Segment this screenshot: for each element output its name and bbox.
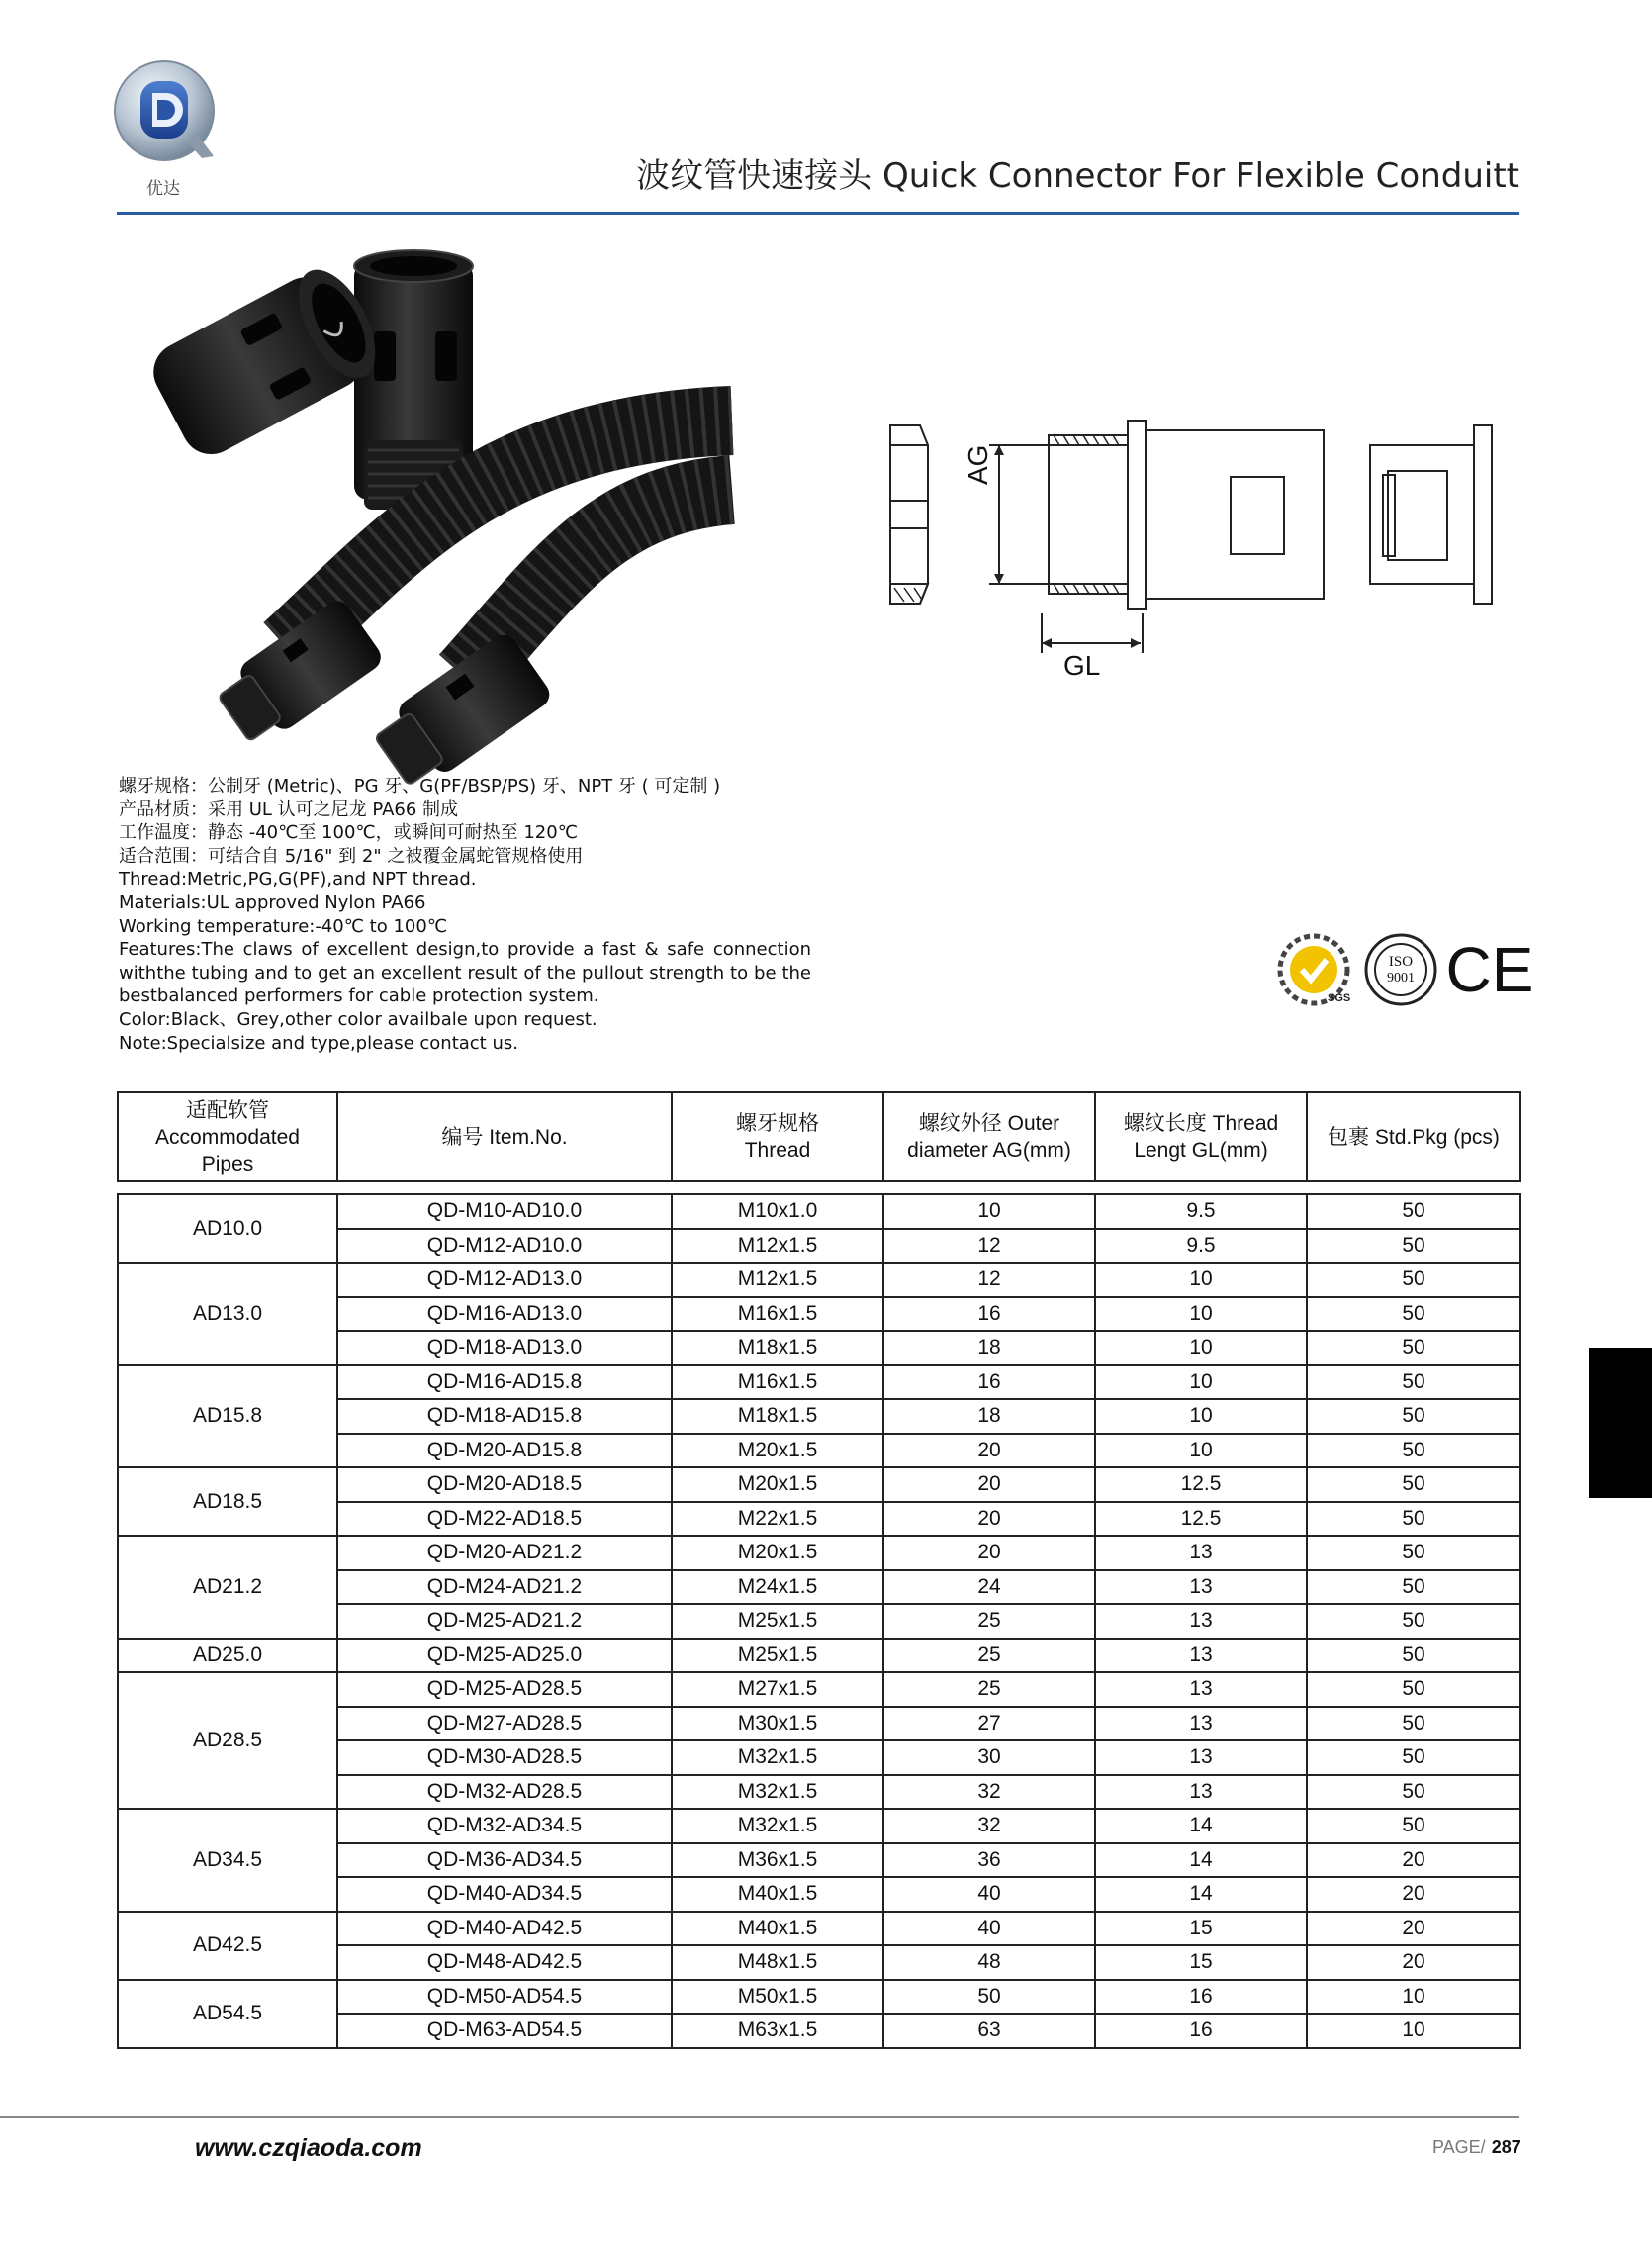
header-divider — [117, 212, 1519, 215]
thread-length-cell: 13 — [1095, 1604, 1307, 1639]
page-title: 波纹管快速接头 Quick Connector For Flexible Conduitt — [636, 156, 1519, 196]
pipe-cell: AD18.5 — [118, 1467, 337, 1536]
outer-diameter-cell: 25 — [883, 1604, 1095, 1639]
spec-line: Working temperature:-40℃ to 100℃ — [119, 915, 448, 937]
thread-length-cell: 13 — [1095, 1639, 1307, 1673]
spec-line: Thread:Metric,PG,G(PF),and NPT thread. — [119, 869, 477, 891]
thread-length-cell: 9.5 — [1095, 1229, 1307, 1264]
pipe-cell: AD13.0 — [118, 1263, 337, 1365]
table-row — [118, 1980, 1520, 2015]
std-pkg-cell: 50 — [1307, 1570, 1520, 1605]
table-row — [118, 1912, 1520, 1946]
thread-cell: M18x1.5 — [672, 1399, 883, 1434]
std-pkg-cell: 50 — [1307, 1229, 1520, 1264]
std-pkg-cell: 50 — [1307, 1297, 1520, 1332]
spec-features: Features:The claws of excellent design,to provide a fast & safe connection withthe tubing and to get an excellent result of the pullout strength to be the bestbalanced performers for cable protection system. — [119, 939, 811, 1007]
thread-length-cell: 15 — [1095, 1945, 1307, 1980]
pipe-cell: AD34.5 — [118, 1809, 337, 1912]
iso-9001-icon — [1366, 935, 1435, 1004]
thread-cell: M25x1.5 — [672, 1639, 883, 1673]
spec-line: 适合范围：可结合自 5/16" 到 2" 之被覆金属蛇管规格使用 — [119, 845, 584, 867]
header-thread: 螺牙规格 Thread — [672, 1092, 883, 1181]
page-number-value: 287 — [1491, 2137, 1521, 2157]
std-pkg-cell: 50 — [1307, 1775, 1520, 1810]
section-tab — [1589, 1348, 1652, 1498]
thread-length-cell: 13 — [1095, 1570, 1307, 1605]
outer-diameter-cell: 12 — [883, 1229, 1095, 1264]
ag-label: AG — [963, 444, 993, 485]
spec-table — [117, 1091, 1521, 2049]
std-pkg-cell: 50 — [1307, 1467, 1520, 1502]
page-number — [1432, 2137, 1521, 2158]
thread-cell: M10x1.0 — [672, 1194, 883, 1229]
thread-cell: M25x1.5 — [672, 1604, 883, 1639]
thread-length-cell: 13 — [1095, 1740, 1307, 1775]
item-cell: QD-M24-AD21.2 — [337, 1570, 672, 1605]
thread-length-cell: 10 — [1095, 1331, 1307, 1365]
thread-cell: M63x1.5 — [672, 2014, 883, 2048]
thread-length-cell: 10 — [1095, 1297, 1307, 1332]
item-cell: QD-M32-AD34.5 — [337, 1809, 672, 1843]
thread-cell: M12x1.5 — [672, 1263, 883, 1297]
thread-length-cell: 14 — [1095, 1843, 1307, 1878]
outer-diameter-cell: 63 — [883, 2014, 1095, 2048]
outer-diameter-cell: 40 — [883, 1912, 1095, 1946]
item-cell: QD-M25-AD28.5 — [337, 1672, 672, 1707]
thread-length-cell: 12.5 — [1095, 1502, 1307, 1537]
item-cell: QD-M20-AD15.8 — [337, 1434, 672, 1468]
item-cell: QD-M48-AD42.5 — [337, 1945, 672, 1980]
table-row — [118, 1809, 1520, 1843]
company-logo — [111, 57, 222, 199]
item-cell: QD-M20-AD21.2 — [337, 1536, 672, 1570]
header-std-pkg: 包裹 Std.Pkg (pcs) — [1307, 1092, 1520, 1181]
item-cell: QD-M16-AD13.0 — [337, 1297, 672, 1332]
outer-diameter-cell: 18 — [883, 1399, 1095, 1434]
std-pkg-cell: 50 — [1307, 1604, 1520, 1639]
item-cell: QD-M12-AD10.0 — [337, 1229, 672, 1264]
std-pkg-cell: 50 — [1307, 1263, 1520, 1297]
thread-cell: M36x1.5 — [672, 1843, 883, 1878]
outer-diameter-cell: 20 — [883, 1434, 1095, 1468]
thread-cell: M18x1.5 — [672, 1331, 883, 1365]
item-cell: QD-M10-AD10.0 — [337, 1194, 672, 1229]
thread-cell: M16x1.5 — [672, 1365, 883, 1400]
outer-diameter-cell: 25 — [883, 1672, 1095, 1707]
item-cell: QD-M36-AD34.5 — [337, 1843, 672, 1878]
thread-length-cell: 10 — [1095, 1365, 1307, 1400]
spec-note: Note:Specialsize and type,please contact us. — [119, 1032, 518, 1054]
pipe-cell: AD42.5 — [118, 1912, 337, 1980]
item-cell: QD-M25-AD21.2 — [337, 1604, 672, 1639]
outer-diameter-cell: 27 — [883, 1707, 1095, 1741]
std-pkg-cell: 20 — [1307, 1945, 1520, 1980]
thread-cell: M20x1.5 — [672, 1434, 883, 1468]
iso-number: 9001 — [1387, 971, 1415, 985]
outer-diameter-cell: 18 — [883, 1331, 1095, 1365]
outer-diameter-cell: 32 — [883, 1809, 1095, 1843]
outer-diameter-cell: 36 — [883, 1843, 1095, 1878]
table-body — [118, 1194, 1520, 2048]
outer-diameter-cell: 16 — [883, 1365, 1095, 1400]
thread-length-cell: 12.5 — [1095, 1467, 1307, 1502]
outer-diameter-cell: 50 — [883, 1980, 1095, 2015]
item-cell: QD-M18-AD13.0 — [337, 1331, 672, 1365]
std-pkg-cell: 50 — [1307, 1672, 1520, 1707]
outer-diameter-cell: 20 — [883, 1467, 1095, 1502]
std-pkg-cell: 50 — [1307, 1740, 1520, 1775]
pipe-cell: AD21.2 — [118, 1536, 337, 1639]
std-pkg-cell: 50 — [1307, 1399, 1520, 1434]
pipe-cell: AD10.0 — [118, 1194, 337, 1263]
ce-mark: CE — [1445, 934, 1534, 1005]
outer-diameter-cell: 10 — [883, 1194, 1095, 1229]
table-row — [118, 1672, 1520, 1707]
thread-cell: M32x1.5 — [672, 1775, 883, 1810]
thread-cell: M32x1.5 — [672, 1740, 883, 1775]
thread-length-cell: 9.5 — [1095, 1194, 1307, 1229]
thread-length-cell: 14 — [1095, 1877, 1307, 1912]
pipe-cell: AD28.5 — [118, 1672, 337, 1809]
item-cell: QD-M40-AD34.5 — [337, 1877, 672, 1912]
spec-line: 螺牙规格：公制牙 (Metric)、PG 牙、G(PF/BSP/PS) 牙、NPT 牙 ( 可定制 ) — [119, 776, 721, 797]
thread-cell: M20x1.5 — [672, 1467, 883, 1502]
std-pkg-cell: 10 — [1307, 2014, 1520, 2048]
thread-length-cell: 10 — [1095, 1434, 1307, 1468]
spec-color: Color:Black、Grey,other color availbale upon request. — [119, 1008, 597, 1030]
thread-cell: M40x1.5 — [672, 1912, 883, 1946]
std-pkg-cell: 10 — [1307, 1980, 1520, 2015]
product-photo — [138, 252, 732, 727]
thread-cell: M40x1.5 — [672, 1877, 883, 1912]
std-pkg-cell: 20 — [1307, 1877, 1520, 1912]
spec-line: Materials:UL approved Nylon PA66 — [119, 891, 426, 913]
outer-diameter-cell: 20 — [883, 1502, 1095, 1537]
thread-cell: M16x1.5 — [672, 1297, 883, 1332]
header-thread-length: 螺纹长度 Thread Lengt GL(mm) — [1095, 1092, 1307, 1181]
outer-diameter-cell: 48 — [883, 1945, 1095, 1980]
item-cell: QD-M20-AD18.5 — [337, 1467, 672, 1502]
pipe-cell: AD15.8 — [118, 1365, 337, 1468]
thread-length-cell: 13 — [1095, 1536, 1307, 1570]
std-pkg-cell: 50 — [1307, 1536, 1520, 1570]
thread-cell: M24x1.5 — [672, 1570, 883, 1605]
item-cell: QD-M50-AD54.5 — [337, 1980, 672, 2015]
item-cell: QD-M40-AD42.5 — [337, 1912, 672, 1946]
thread-length-cell: 14 — [1095, 1809, 1307, 1843]
std-pkg-cell: 50 — [1307, 1707, 1520, 1741]
thread-cell: M50x1.5 — [672, 1980, 883, 2015]
header-pipes: 适配软管 Accommodated Pipes — [118, 1092, 337, 1181]
item-cell: QD-M63-AD54.5 — [337, 2014, 672, 2048]
outer-diameter-cell: 24 — [883, 1570, 1095, 1605]
item-cell: QD-M16-AD15.8 — [337, 1365, 672, 1400]
thread-length-cell: 13 — [1095, 1707, 1307, 1741]
item-cell: QD-M27-AD28.5 — [337, 1707, 672, 1741]
sgs-cert-icon — [1280, 936, 1350, 1004]
std-pkg-cell: 50 — [1307, 1434, 1520, 1468]
outer-diameter-cell: 16 — [883, 1297, 1095, 1332]
std-pkg-cell: 50 — [1307, 1502, 1520, 1537]
spec-line: 工作温度：静态 -40℃至 100℃，或瞬间可耐热至 120℃ — [119, 822, 578, 844]
thread-length-cell: 10 — [1095, 1263, 1307, 1297]
sgs-text: SGS — [1328, 992, 1351, 1004]
table-row — [118, 1467, 1520, 1502]
thread-length-cell: 13 — [1095, 1775, 1307, 1810]
item-cell: QD-M22-AD18.5 — [337, 1502, 672, 1537]
thread-length-cell: 10 — [1095, 1399, 1307, 1434]
spec-text — [119, 775, 811, 1055]
thread-cell: M22x1.5 — [672, 1502, 883, 1537]
outer-diameter-cell: 30 — [883, 1740, 1095, 1775]
outer-diameter-cell: 40 — [883, 1877, 1095, 1912]
thread-cell: M30x1.5 — [672, 1707, 883, 1741]
thread-length-cell: 16 — [1095, 2014, 1307, 2048]
thread-cell: M27x1.5 — [672, 1672, 883, 1707]
std-pkg-cell: 50 — [1307, 1365, 1520, 1400]
table-row — [118, 1536, 1520, 1570]
certification-logos — [1274, 930, 1534, 1009]
std-pkg-cell: 50 — [1307, 1809, 1520, 1843]
std-pkg-cell: 20 — [1307, 1912, 1520, 1946]
thread-cell: M32x1.5 — [672, 1809, 883, 1843]
outer-diameter-cell: 25 — [883, 1639, 1095, 1673]
item-cell: QD-M18-AD15.8 — [337, 1399, 672, 1434]
brand-name: 优达 — [146, 179, 180, 199]
table-header-row — [118, 1092, 1520, 1181]
item-cell: QD-M12-AD13.0 — [337, 1263, 672, 1297]
item-cell: QD-M30-AD28.5 — [337, 1740, 672, 1775]
item-cell: QD-M25-AD25.0 — [337, 1639, 672, 1673]
footer-divider — [0, 2116, 1519, 2118]
header-gap — [118, 1181, 1520, 1194]
thread-cell: M20x1.5 — [672, 1536, 883, 1570]
std-pkg-cell: 50 — [1307, 1639, 1520, 1673]
header-outer-diameter: 螺纹外径 Outer diameter AG(mm) — [883, 1092, 1095, 1181]
thread-length-cell: 13 — [1095, 1672, 1307, 1707]
table-row — [118, 1194, 1520, 1229]
gl-label: GL — [1063, 650, 1101, 681]
website-link[interactable]: www.czqiaoda.com — [195, 2134, 422, 2162]
thread-cell: M12x1.5 — [672, 1229, 883, 1264]
table-row — [118, 1365, 1520, 1400]
table-row — [118, 1639, 1520, 1673]
pipe-cell: AD25.0 — [118, 1639, 337, 1673]
outer-diameter-cell: 20 — [883, 1536, 1095, 1570]
std-pkg-cell: 20 — [1307, 1843, 1520, 1878]
outer-diameter-cell: 32 — [883, 1775, 1095, 1810]
thread-length-cell: 15 — [1095, 1912, 1307, 1946]
page-label: PAGE/ — [1432, 2137, 1486, 2157]
header-item: 编号 Item.No. — [337, 1092, 672, 1181]
iso-text: ISO — [1388, 954, 1414, 970]
item-cell: QD-M32-AD28.5 — [337, 1775, 672, 1810]
thread-length-cell: 16 — [1095, 1980, 1307, 2015]
thread-cell: M48x1.5 — [672, 1945, 883, 1980]
pipe-cell: AD54.5 — [118, 1980, 337, 2048]
std-pkg-cell: 50 — [1307, 1331, 1520, 1365]
table-row — [118, 1263, 1520, 1297]
std-pkg-cell: 50 — [1307, 1194, 1520, 1229]
outer-diameter-cell: 12 — [883, 1263, 1095, 1297]
spec-line: 产品材质：采用 UL 认可之尼龙 PA66 制成 — [119, 798, 459, 820]
technical-drawing — [861, 406, 1514, 693]
